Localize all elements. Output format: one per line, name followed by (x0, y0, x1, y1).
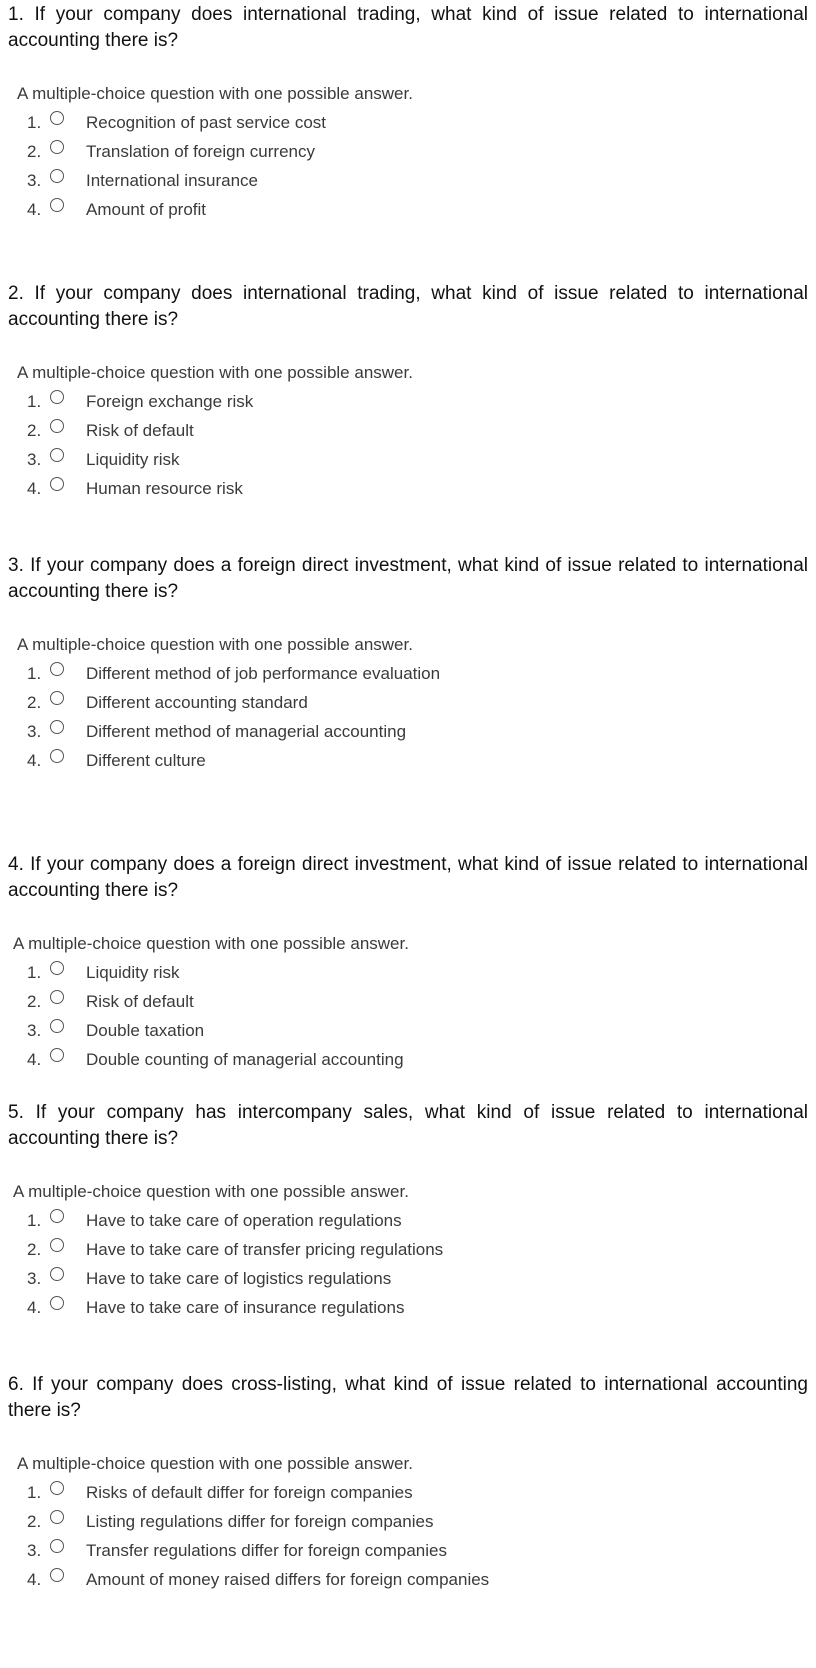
option-label[interactable]: Double counting of managerial accounting (86, 1050, 404, 1069)
question-text: 6. If your company does cross-listing, what kind of issue related to international accounting there is? (8, 1374, 808, 1421)
option-2[interactable] (8, 689, 808, 718)
radio-button[interactable] (50, 111, 64, 125)
question-text: 3. If your company does a foreign direct investment, what kind of issue related to international accounting there is? (8, 555, 808, 602)
option-label[interactable]: Have to take care of operation regulations (86, 1211, 402, 1230)
radio-button[interactable] (50, 419, 64, 433)
option-label[interactable]: Have to take care of transfer pricing regulations (86, 1240, 444, 1259)
option-2[interactable] (8, 988, 808, 1017)
option-1[interactable] (8, 660, 808, 689)
option-number: 4. (27, 479, 42, 498)
question-6 (8, 1372, 808, 1595)
question-3 (8, 553, 808, 776)
radio-button[interactable] (50, 1510, 64, 1524)
radio-button[interactable] (50, 1296, 64, 1310)
radio-button[interactable] (50, 961, 64, 975)
radio-button[interactable] (50, 1568, 64, 1582)
option-number: 1. (27, 1483, 42, 1502)
option-label[interactable]: Risks of default differ for foreign companies (86, 1483, 413, 1502)
option-1[interactable] (8, 388, 808, 417)
option-number: 1. (27, 664, 42, 683)
option-2[interactable] (8, 417, 808, 446)
option-4[interactable] (8, 1294, 808, 1323)
option-3[interactable] (8, 718, 808, 747)
option-number: 3. (27, 171, 42, 190)
option-number: 4. (27, 1570, 42, 1589)
question-instruction: A multiple-choice question with one possible answer. (13, 934, 409, 953)
option-3[interactable] (8, 446, 808, 475)
option-3[interactable] (8, 167, 808, 196)
radio-button[interactable] (50, 198, 64, 212)
radio-button[interactable] (50, 691, 64, 705)
radio-button[interactable] (50, 1539, 64, 1553)
option-label[interactable]: Foreign exchange risk (86, 392, 254, 411)
option-list (8, 660, 808, 776)
option-list (8, 1207, 808, 1323)
radio-button[interactable] (50, 1267, 64, 1281)
option-number: 1. (27, 392, 42, 411)
option-number: 2. (27, 1512, 42, 1531)
option-label[interactable]: Double taxation (86, 1021, 205, 1040)
option-number: 3. (27, 1269, 42, 1288)
option-label[interactable]: Have to take care of logistics regulations (86, 1269, 392, 1288)
option-number: 2. (27, 421, 42, 440)
option-label[interactable]: Recognition of past service cost (86, 113, 327, 132)
option-number: 3. (27, 450, 42, 469)
option-4[interactable] (8, 747, 808, 776)
radio-button[interactable] (50, 720, 64, 734)
option-label[interactable]: Different accounting standard (86, 693, 308, 712)
question-text: 5. If your company has intercompany sales, what kind of issue related to international accounting there is? (8, 1102, 808, 1149)
option-3[interactable] (8, 1537, 808, 1566)
question-instruction: A multiple-choice question with one possible answer. (17, 84, 413, 103)
radio-button[interactable] (50, 1238, 64, 1252)
question-4 (8, 852, 808, 1075)
question-instruction: A multiple-choice question with one possible answer. (17, 1454, 413, 1473)
question-instruction: A multiple-choice question with one possible answer. (17, 635, 413, 654)
question-instruction: A multiple-choice question with one possible answer. (17, 363, 413, 382)
question-text: 2. If your company does international trading, what kind of issue related to international accounting there is? (8, 283, 808, 330)
option-label[interactable]: Different method of managerial accounting (86, 722, 407, 741)
option-list (8, 388, 808, 504)
option-number: 4. (27, 200, 42, 219)
option-label[interactable]: Liquidity risk (86, 963, 180, 982)
option-label[interactable]: Risk of default (86, 992, 194, 1011)
question-5 (8, 1100, 808, 1323)
option-4[interactable] (8, 475, 808, 504)
option-3[interactable] (8, 1265, 808, 1294)
radio-button[interactable] (50, 140, 64, 154)
option-4[interactable] (8, 1046, 808, 1075)
option-number: 3. (27, 722, 42, 741)
question-text: 4. If your company does a foreign direct investment, what kind of issue related to international accounting there is? (8, 854, 808, 901)
question-2 (8, 281, 808, 504)
option-number: 1. (27, 963, 42, 982)
radio-button[interactable] (50, 749, 64, 763)
option-label[interactable]: Human resource risk (86, 479, 243, 498)
radio-button[interactable] (50, 1481, 64, 1495)
option-2[interactable] (8, 1236, 808, 1265)
option-number: 3. (27, 1541, 42, 1560)
option-number: 2. (27, 1240, 42, 1259)
option-4[interactable] (8, 1566, 808, 1595)
option-list (8, 109, 808, 225)
question-text: 1. If your company does international trading, what kind of issue related to international accounting there is? (8, 4, 808, 51)
option-1[interactable] (8, 959, 808, 988)
option-label[interactable]: Amount of money raised differs for foreign companies (86, 1570, 490, 1589)
option-label[interactable]: Listing regulations differ for foreign companies (86, 1512, 434, 1531)
option-1[interactable] (8, 1479, 808, 1508)
option-label[interactable]: Risk of default (86, 421, 194, 440)
option-number: 1. (27, 1211, 42, 1230)
option-number: 4. (27, 1050, 42, 1069)
option-3[interactable] (8, 1017, 808, 1046)
option-number: 4. (27, 751, 42, 770)
option-label[interactable]: Have to take care of insurance regulations (86, 1298, 405, 1317)
radio-button[interactable] (50, 1019, 64, 1033)
option-label[interactable]: Different method of job performance evaluation (86, 664, 441, 683)
option-label[interactable]: Translation of foreign currency (86, 142, 315, 161)
radio-button[interactable] (50, 448, 64, 462)
question-1 (8, 2, 808, 225)
radio-button[interactable] (50, 169, 64, 183)
option-1[interactable] (8, 109, 808, 138)
option-label[interactable]: Different culture (86, 751, 206, 770)
option-number: 4. (27, 1298, 42, 1317)
radio-button[interactable] (50, 662, 64, 676)
option-number: 3. (27, 1021, 42, 1040)
option-number: 2. (27, 992, 42, 1011)
option-label[interactable]: International insurance (86, 171, 259, 190)
option-number: 2. (27, 693, 42, 712)
option-label[interactable]: Amount of profit (86, 200, 207, 219)
option-label[interactable]: Liquidity risk (86, 450, 180, 469)
radio-button[interactable] (50, 477, 64, 491)
option-list (8, 1479, 808, 1595)
radio-button[interactable] (50, 390, 64, 404)
radio-button[interactable] (50, 990, 64, 1004)
option-4[interactable] (8, 196, 808, 225)
option-number: 2. (27, 142, 42, 161)
option-number: 1. (27, 113, 42, 132)
option-1[interactable] (8, 1207, 808, 1236)
option-label[interactable]: Transfer regulations differ for foreign companies (86, 1541, 447, 1560)
radio-button[interactable] (50, 1048, 64, 1062)
question-instruction: A multiple-choice question with one possible answer. (13, 1182, 409, 1201)
radio-button[interactable] (50, 1209, 64, 1223)
option-list (8, 959, 808, 1075)
option-2[interactable] (8, 1508, 808, 1537)
option-2[interactable] (8, 138, 808, 167)
